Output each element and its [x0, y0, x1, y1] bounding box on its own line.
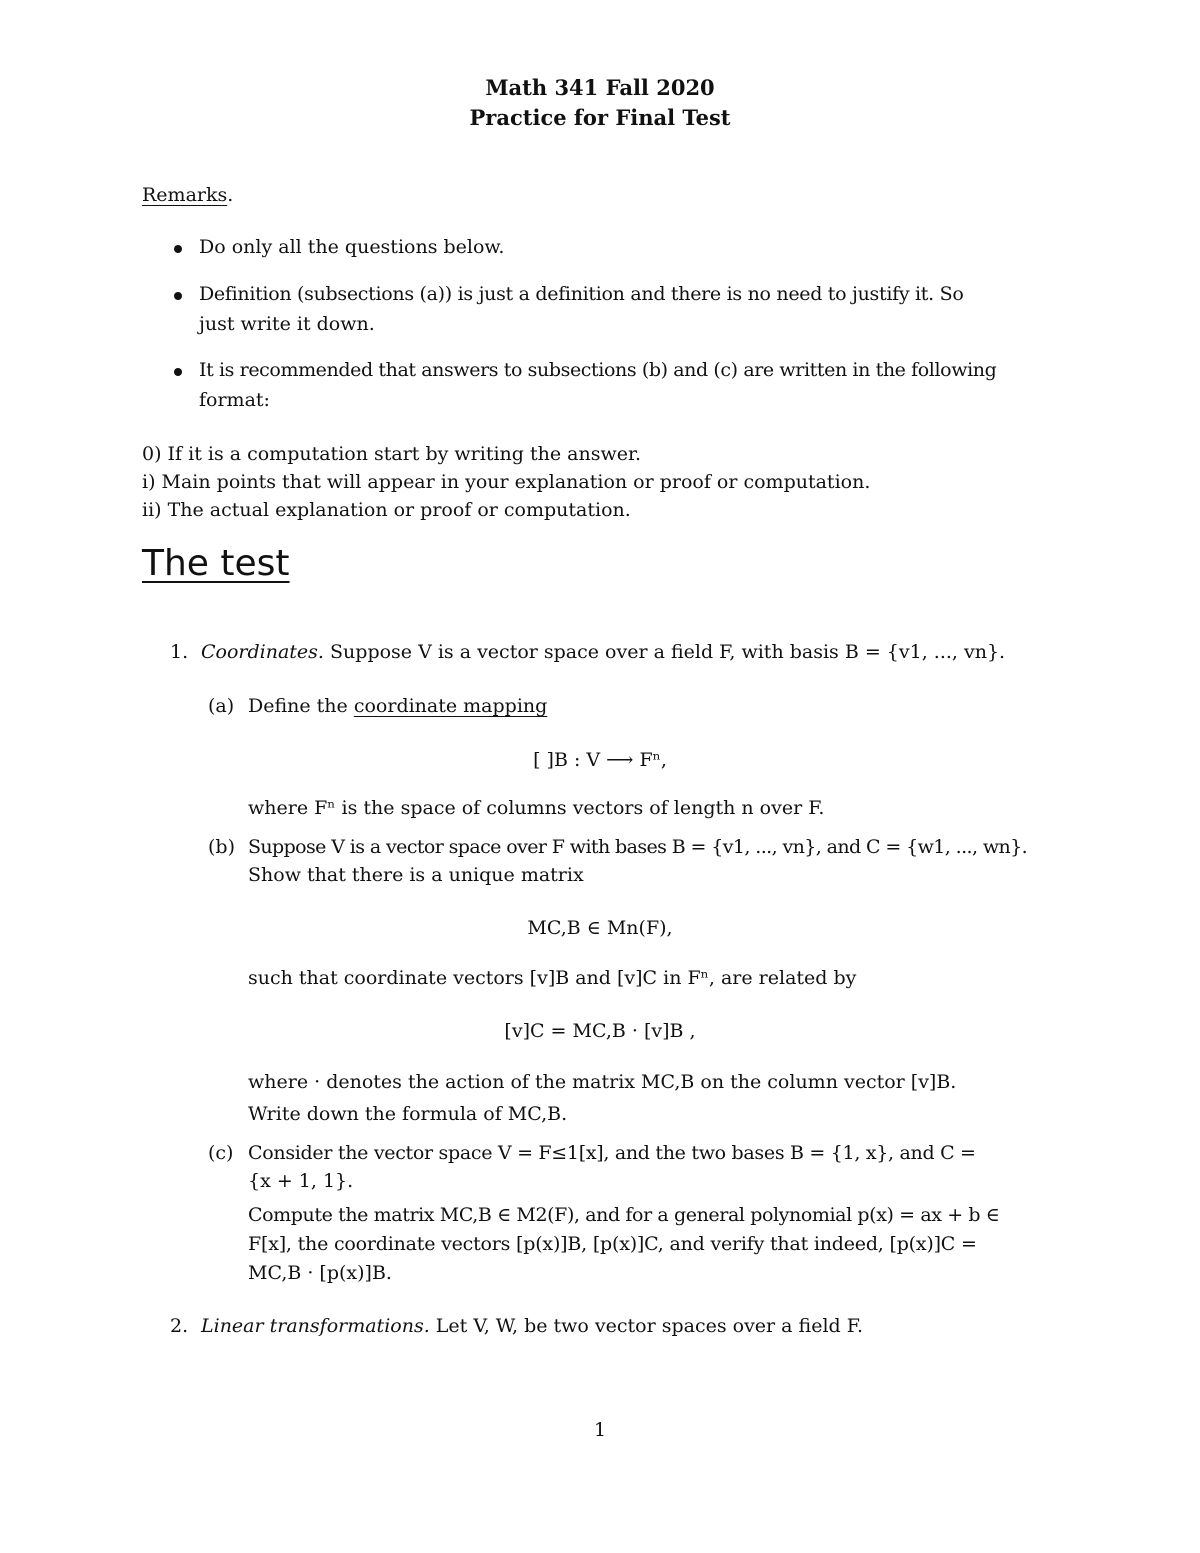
remark-bullet-3-cont: format:: [199, 389, 270, 411]
question-1-number: 1.: [170, 641, 189, 663]
remarks-heading: Remarks.: [142, 184, 234, 206]
question-1b-line-1: Suppose V is a vector space over F with bases B = {v1, ..., vn}, and C = {w1, ..., wn}.: [248, 836, 1028, 858]
question-1-heading: [201, 641, 1005, 663]
question-2-heading: [201, 1315, 863, 1337]
question-1c-line-2: {x + 1, 1}.: [248, 1170, 354, 1192]
question-2-text: Let V, W, be two vector spaces over a field F.: [435, 1315, 864, 1337]
question-1c-line-3: Compute the matrix MC,B ∈ M2(F), and for a general polynomial p(x) = ax + b ∈: [248, 1204, 1000, 1226]
question-1b-formula-1: MC,B ∈ Mn(F),: [527, 917, 673, 939]
bullet-dot-icon: [174, 245, 182, 253]
remark-bullet-3: It is recommended that answers to subsections (b) and (c) are written in the following: [199, 359, 997, 381]
question-1-title: Coordinates.: [201, 641, 324, 663]
bullet-dot-icon: [174, 292, 182, 300]
format-line-0: 0) If it is a computation start by writing the answer.: [142, 443, 641, 465]
question-1b-line-4: where · denotes the action of the matrix MC,B on the column vector [v]B.: [248, 1071, 957, 1093]
question-2-title: Linear transformations.: [201, 1315, 430, 1337]
remark-bullet-1: Do only all the questions below.: [199, 236, 505, 258]
remarks-label: Remarks: [142, 184, 228, 206]
question-1b-line-2: Show that there is a unique matrix: [248, 864, 584, 886]
format-line-1: i) Main points that will appear in your explanation or proof or computation.: [142, 471, 871, 493]
format-line-2: ii) The actual explanation or proof or computation.: [142, 499, 631, 521]
question-1a-term: coordinate mapping: [353, 695, 548, 717]
question-1b-line-5: Write down the formula of MC,B.: [248, 1103, 568, 1125]
bullet-dot-icon: [174, 368, 182, 376]
question-1a-formula: [ ]B : V ⟶ Fⁿ,: [533, 749, 667, 771]
remark-bullet-2: Definition (subsections (a)) is just a definition and there is no need to justify it. So: [199, 283, 964, 305]
document-subtitle: Practice for Final Test: [469, 105, 731, 130]
question-1c-line-1: Consider the vector space V = F≤1[x], and the two bases B = {1, x}, and C =: [248, 1142, 976, 1164]
remark-bullet-2-cont: just write it down.: [199, 313, 375, 335]
question-1a-where: where Fⁿ is the space of columns vectors of length n over F.: [248, 797, 825, 819]
question-1b-formula-2: [v]C = MC,B · [v]B ,: [504, 1020, 696, 1042]
question-1c-line-4: F[x], the coordinate vectors [p(x)]B, [p(x)]C, and verify that indeed, [p(x)]C =: [248, 1233, 977, 1255]
question-1c-line-5: MC,B · [p(x)]B.: [248, 1262, 392, 1284]
question-2-number: 2.: [170, 1315, 189, 1337]
page-number: 1: [593, 1419, 607, 1441]
question-1a-text: Define the: [248, 695, 348, 717]
question-1a-label: (a): [208, 695, 235, 717]
question-1-intro: Suppose V is a vector space over a field F, with basis B = {v1, ..., vn}.: [330, 641, 1006, 663]
document-title: Math 341 Fall 2020: [485, 75, 715, 100]
section-title: The test: [142, 543, 290, 584]
question-1a-prompt: [248, 695, 547, 717]
question-1b-line-3: such that coordinate vectors [v]B and [v]C in Fⁿ, are related by: [248, 967, 857, 989]
question-1c-label: (c): [208, 1142, 234, 1164]
question-1b-label: (b): [208, 836, 235, 858]
